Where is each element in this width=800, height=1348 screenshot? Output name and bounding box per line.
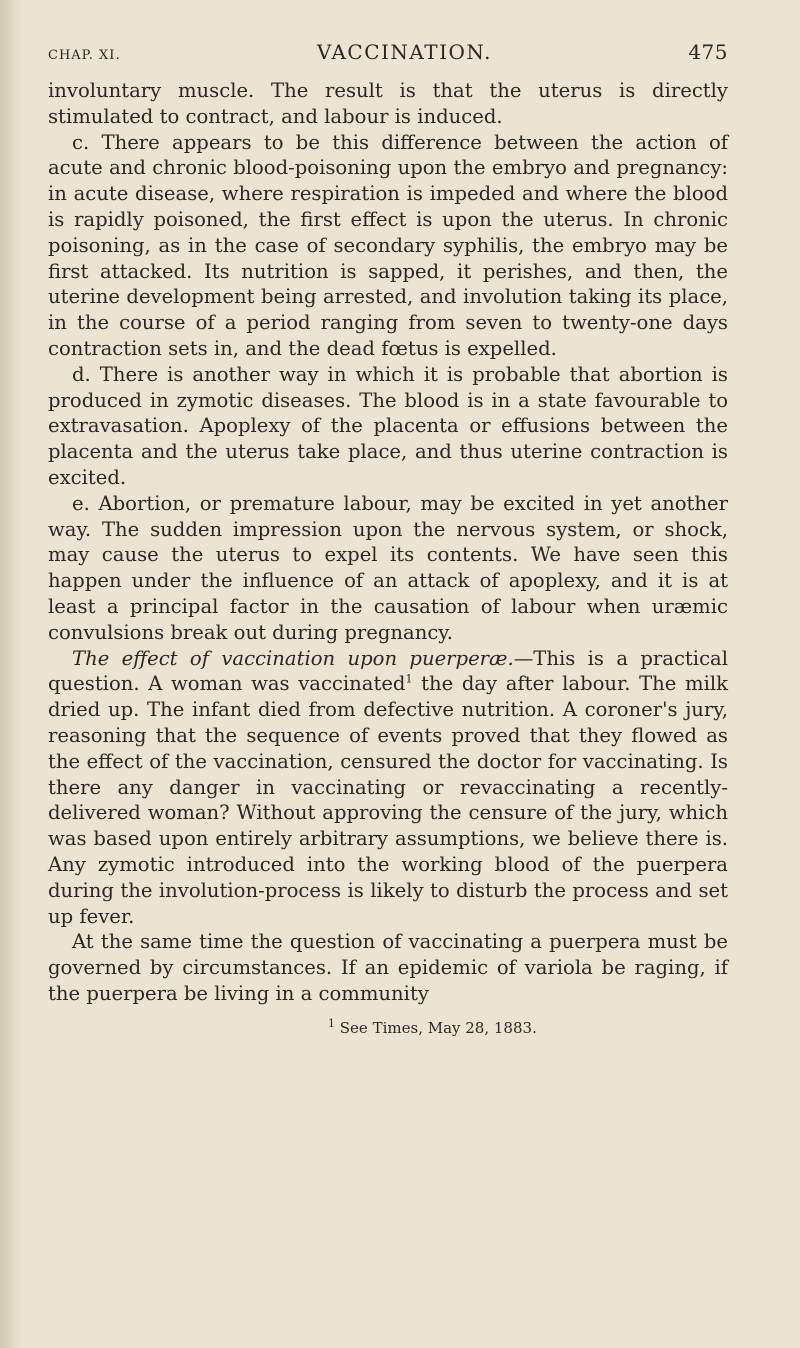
footnote-marker: 1 bbox=[328, 1016, 335, 1030]
paragraph-text: the day after labour. The milk dried up. The infant died from defective nutrition. A coroner's jury, reasoning that the sequence of events proved that they flowed as the effect of the vaccination, censured the doctor for vaccinating. Is there any danger in vaccinating or revaccinating a recently-delivered woman? Without approving the censure of the jury, which was based upon entirely arbitrary assumptions, we believe there is. Any zymotic introduced into the working blood of the puerpera during the involution-process is likely to disturb the process and set up fever. bbox=[48, 672, 728, 928]
paragraph-text: —This is a practical question. A woman was vaccinated bbox=[48, 646, 728, 696]
footnote-source: Times bbox=[372, 1018, 419, 1037]
running-title: VACCINATION. bbox=[316, 40, 492, 64]
running-header bbox=[48, 40, 728, 64]
footnote-date: , May 28, 1883. bbox=[418, 1018, 537, 1037]
paragraph-e: e. Abortion, or premature labour, may be excited in yet another way. The sudden impression upon the nervous system, or shock, may cause the uterus to expel its contents. We have seen this happen under the influence of an attack of apoplexy, and it is at least a principal factor in the causation of labour when uræmic convulsions break out during pregnancy. bbox=[48, 491, 728, 644]
paragraph-continued: involuntary muscle. The result is that the uterus is directly stimulated to contract, and labour is induced. bbox=[48, 79, 728, 128]
footnote-reference: 1 bbox=[405, 672, 413, 686]
paragraph-circumstances: At the same time the question of vaccinating a puerpera must be governed by circumstances. If an epidemic of variola be raging, if the puerpera be living in a community bbox=[48, 930, 728, 1005]
paragraph-d: d. There is another way in which it is probable that abortion is produced in zymotic diseases. The blood is in a state favourable to extravasation. Apoplexy of the placenta or effusions between the placenta and the uterus take place, and thus uterine contraction is excited. bbox=[48, 362, 728, 489]
page-spine-shadow bbox=[0, 0, 22, 1348]
book-page bbox=[48, 40, 728, 1037]
section-heading: The effect of vaccination upon puerperæ. bbox=[72, 646, 514, 670]
paragraph-c: c. There appears to be this difference between the action of acute and chronic blood-poisoning upon the embryo and pregnancy: in acute disease, where respiration is impeded and where the blood is rapidly poisoned, the first effect is upon the uterus. In chronic poisoning, as in the case of secondary syphilis, the embryo may be first attacked. Its nutrition is sapped, it perishes, and then, the uterine development being arrested, and involution taking its place, in the course of a period ranging from seven to twenty-one days contraction sets in, and the dead fœtus is expelled. bbox=[48, 130, 728, 360]
footnote bbox=[48, 1016, 728, 1037]
page-number: 475 bbox=[688, 40, 728, 64]
chapter-label: CHAP. XI. bbox=[48, 48, 121, 63]
paragraph-puerperae bbox=[48, 646, 728, 930]
body-text bbox=[48, 78, 728, 1007]
footnote-text: See bbox=[335, 1018, 373, 1037]
